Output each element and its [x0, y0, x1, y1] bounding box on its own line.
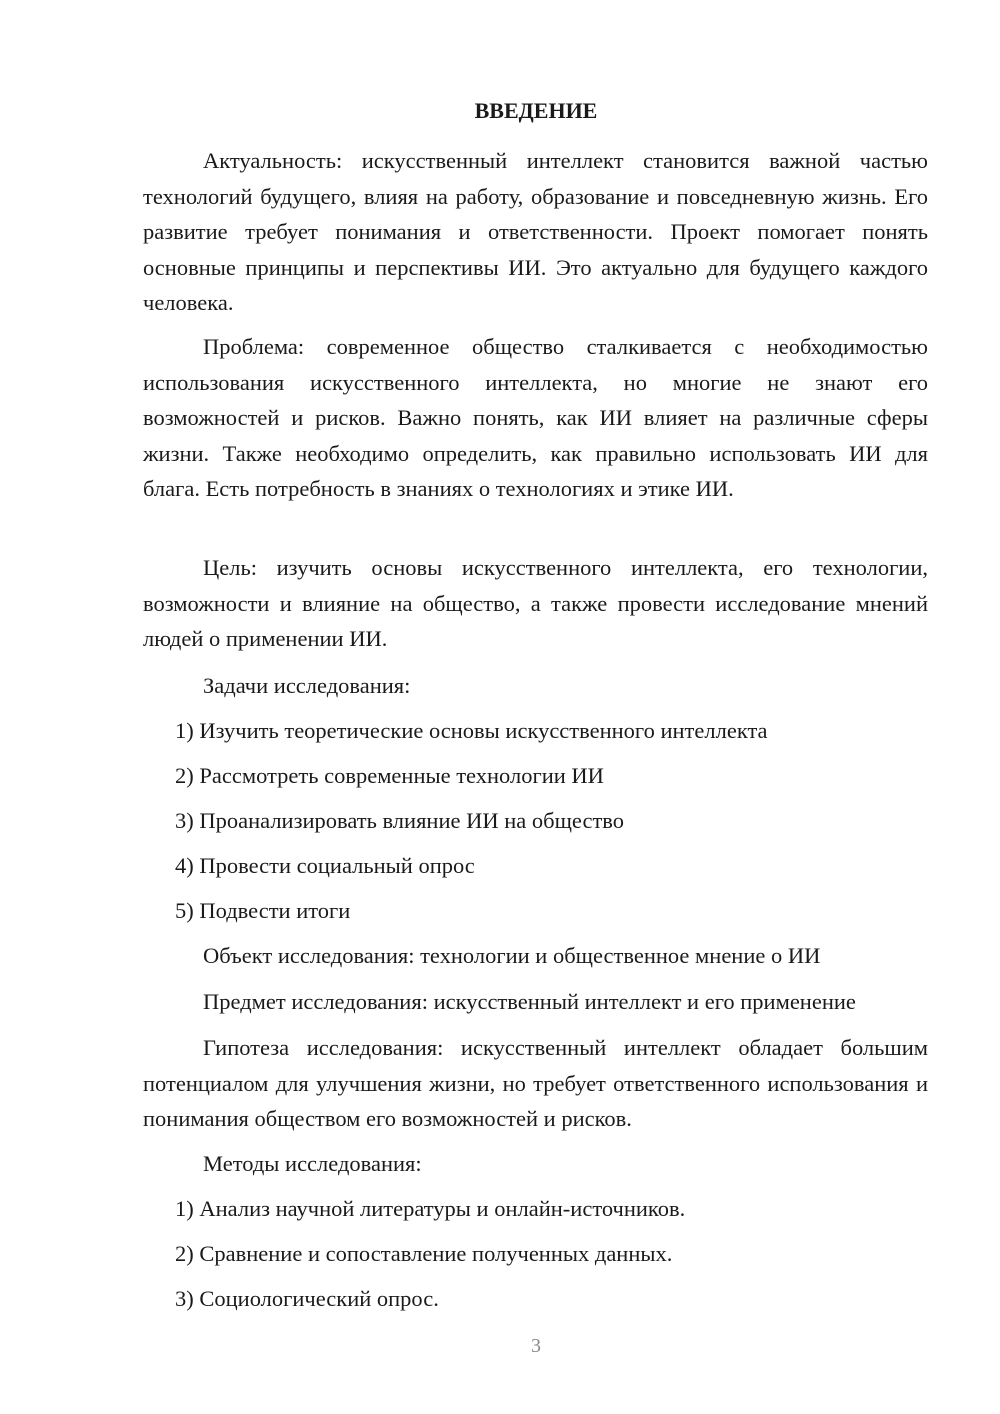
task-item: 5) Подвести итоги [175, 898, 351, 923]
paragraph-problem: Проблема: современное общество сталкивается с необходимостью использования искусственного интеллекта, но многие не знают его возможностей и рисков. Важно понять, как ИИ влияет на различные сферы жизни. Также необходимо определить, как правильно использовать ИИ для блага. Есть потребность в знаниях о технологиях и этике ИИ. [143, 334, 928, 501]
research-object: Объект исследования: технологии и общественное мнение о ИИ [203, 943, 821, 968]
method-item: 3) Социологический опрос. [175, 1286, 439, 1311]
method-item: 2) Сравнение и сопоставление полученных данных. [175, 1241, 673, 1266]
task-item: 4) Провести социальный опрос [175, 853, 475, 878]
methods-title: Методы исследования: [203, 1151, 422, 1176]
task-item: 1) Изучить теоретические основы искусственного интеллекта [175, 718, 768, 743]
research-subject: Предмет исследования: искусственный интеллект и его применение [203, 989, 856, 1014]
task-item: 2) Рассмотреть современные технологии ИИ [175, 763, 604, 788]
page-number: 3 [531, 1335, 541, 1357]
paragraph-relevance: Актуальность: искусственный интеллект становится важной частью технологий будущего, влияя на работу, образование и повседневную жизнь. Его развитие требует понимания и ответственности. Проект помогает понять основные принципы и перспективы ИИ. Это актуально для будущего каждого человека. [143, 148, 928, 315]
task-item: 3) Проанализировать влияние ИИ на общество [175, 808, 625, 833]
paragraph-goal: Цель: изучить основы искусственного интеллекта, его технологии, возможности и влияние на общество, а также провести исследование мнений людей о применении ИИ. [143, 555, 928, 651]
tasks-title: Задачи исследования: [203, 673, 411, 698]
paragraph-hypothesis: Гипотеза исследования: искусственный интеллект обладает большим потенциалом для улучшения жизни, но требует ответственного использования и понимания обществом его возможностей и рисков. [143, 1035, 928, 1131]
section-heading: ВВЕДЕНИЕ [474, 98, 598, 123]
method-item: 1) Анализ научной литературы и онлайн-источников. [175, 1196, 686, 1221]
